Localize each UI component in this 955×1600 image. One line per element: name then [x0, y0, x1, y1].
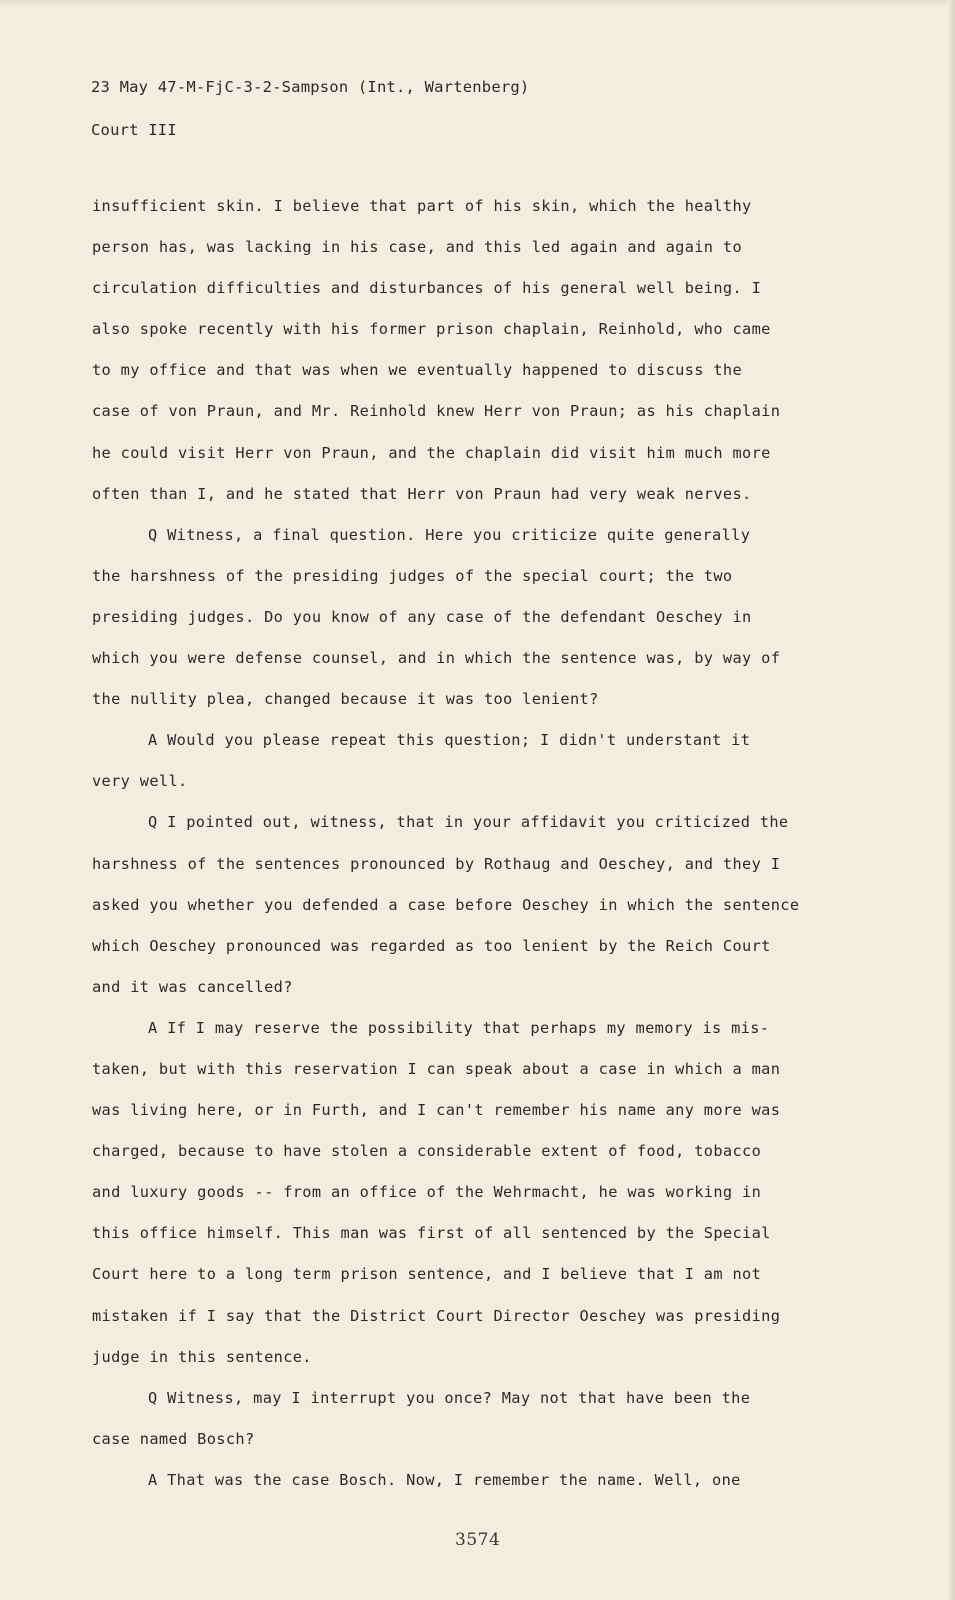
transcript-line: the harshness of the presiding judges of the special court; the two: [92, 566, 733, 585]
transcript-line: person has, was lacking in his case, and this led again and again to: [92, 238, 743, 257]
transcript-line: A That was the case Bosch. Now, I remember the name. Well, one: [148, 1470, 741, 1489]
transcript-line: A If I may reserve the possibility that perhaps my memory is mis-: [148, 1018, 770, 1037]
header-reference-line: 23 May 47-M-FjC-3-2-Sampson (Int., Wartenberg): [91, 78, 530, 96]
transcript-line: Q Witness, a final question. Here you criticize quite generally: [148, 525, 751, 544]
transcript-line: to my office and that was when we eventually happened to discuss the: [92, 361, 743, 380]
transcript-line: mistaken if I say that the District Court Director Oeschey was presiding: [92, 1306, 781, 1325]
transcript-line: and luxury goods -- from an office of the Wehrmacht, he was working in: [92, 1183, 762, 1202]
transcript-line: case named Bosch?: [92, 1429, 255, 1448]
transcript-line: the nullity plea, changed because it was too lenient?: [92, 690, 599, 709]
transcript-line: and it was cancelled?: [92, 977, 293, 996]
page-top-edge: [0, 0, 955, 6]
transcript-body: [92, 186, 882, 1501]
transcript-line: case of von Praun, and Mr. Reinhold knew Herr von Praun; as his chaplain: [92, 402, 781, 421]
transcript-line: which Oeschey pronounced was regarded as too lenient by the Reich Court: [92, 936, 771, 955]
transcript-line: charged, because to have stolen a considerable extent of food, tobacco: [92, 1142, 762, 1161]
document-header: [91, 66, 529, 152]
transcript-line: judge in this sentence.: [92, 1347, 312, 1366]
transcript-line: was living here, or in Furth, and I can't remember his name any more was: [92, 1101, 781, 1120]
transcript-line: this office himself. This man was first of all sentenced by the Special: [92, 1224, 771, 1243]
transcript-line: insufficient skin. I believe that part of his skin, which the healthy: [92, 197, 752, 215]
transcript-line: Court here to a long term prison sentence, and I believe that I am not: [92, 1265, 762, 1284]
transcript-line: often than I, and he stated that Herr von Praun had very weak nerves.: [92, 484, 752, 503]
transcript-line: asked you whether you defended a case before Oeschey in which the sentence: [92, 895, 800, 914]
transcript-line: Q Witness, may I interrupt you once? May not that have been the: [148, 1388, 751, 1407]
transcript-line: A Would you please repeat this question; I didn't understant it: [148, 731, 751, 750]
transcript-line: also spoke recently with his former prison chaplain, Reinhold, who came: [92, 320, 771, 339]
page-number: 3574: [455, 1530, 501, 1550]
page-right-edge: [947, 0, 955, 1600]
transcript-line: circulation difficulties and disturbances of his general well being. I: [92, 279, 762, 298]
transcript-line: harshness of the sentences pronounced by Rothaug and Oeschey, and they I: [92, 854, 781, 873]
transcript-line: Q I pointed out, witness, that in your affidavit you criticized the: [148, 813, 789, 832]
header-court-line: Court III: [91, 121, 177, 139]
transcript-line: he could visit Herr von Praun, and the chaplain did visit him much more: [92, 443, 771, 462]
transcript-line: very well.: [92, 772, 188, 791]
transcript-line: presiding judges. Do you know of any case of the defendant Oeschey in: [92, 607, 752, 626]
transcript-line: which you were defense counsel, and in which the sentence was, by way of: [92, 649, 781, 668]
transcript-line: taken, but with this reservation I can speak about a case in which a man: [92, 1059, 781, 1078]
